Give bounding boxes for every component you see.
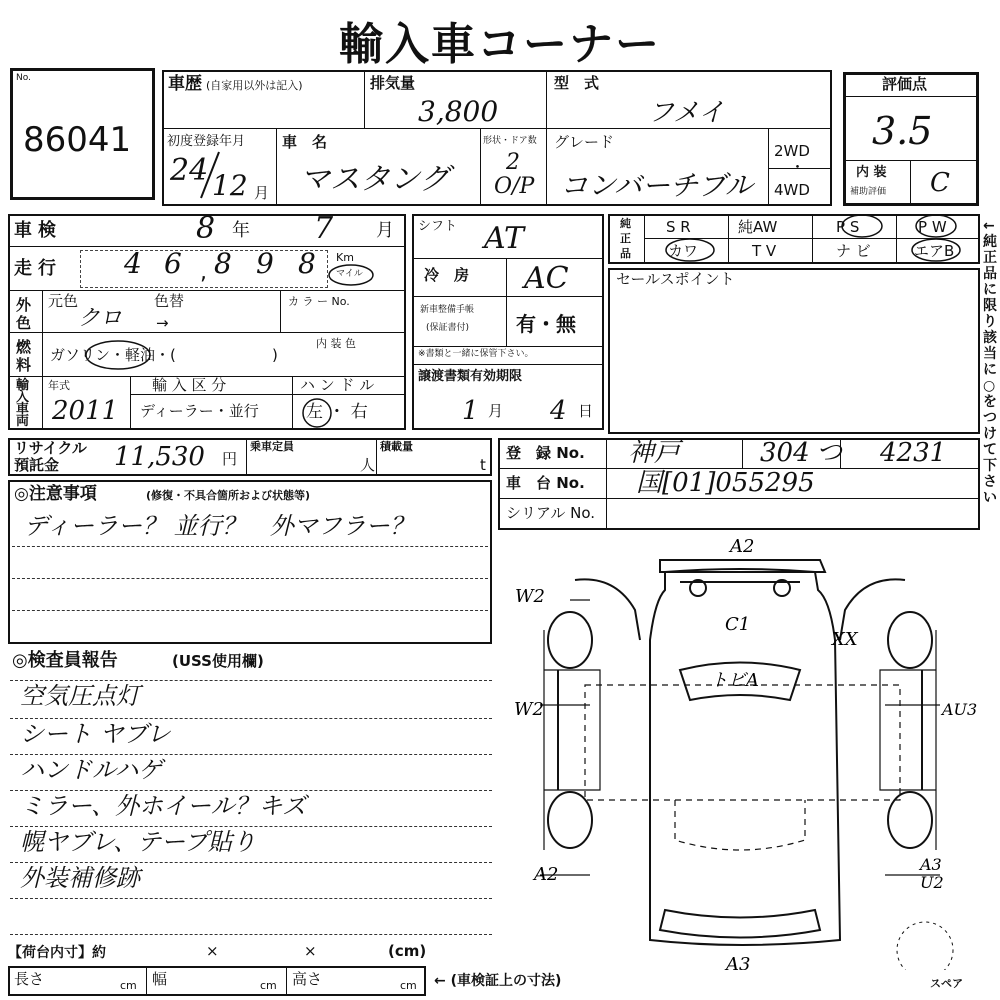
serial-label: シリアル No. <box>506 504 596 522</box>
car-name-value: マスタング <box>300 162 450 197</box>
mark-a2-top: A2 <box>730 536 755 557</box>
import-class-value: ディーラー・並行 <box>140 402 259 420</box>
cargo-x2: × <box>304 942 317 960</box>
cargo-length: 長さ <box>14 970 45 988</box>
inspection-year-unit: 年 <box>232 220 250 241</box>
lot-number-box <box>10 68 155 200</box>
first-reg-year: 24 <box>170 153 209 188</box>
maint-sub: (保証書付) <box>426 323 470 333</box>
recycle-unit: 円 <box>222 450 238 468</box>
shift-label: シフト <box>418 219 458 234</box>
load-unit: t <box>480 456 486 474</box>
equipment-side-label: 純正品 <box>620 217 631 260</box>
cargo-width-cm: cm <box>260 979 277 992</box>
recycle-label-1: リサイクル <box>14 439 87 457</box>
mark-u2: U2 <box>920 873 944 892</box>
equip-navi: ナ ビ <box>836 242 871 260</box>
cargo-length-cm: cm <box>120 979 137 992</box>
cargo-label: 【荷台内寸】約 <box>8 945 106 961</box>
mileage-dot: , <box>200 260 207 285</box>
first-reg-month: 12 <box>212 169 248 202</box>
mark-a3-side: A3 <box>920 855 942 874</box>
aircon-label: 冷 房 <box>424 266 470 284</box>
mark-a3-bottom: A3 <box>726 954 751 970</box>
import-year-value: 2011 <box>52 396 119 426</box>
notes-label: ◎注意事項 <box>14 484 97 504</box>
chassis-label: 車 台 No. <box>506 474 585 492</box>
equip-aw: 純AW <box>738 218 778 236</box>
equip-sr: S R <box>666 218 691 236</box>
recycle-value: 11,530 <box>114 442 205 472</box>
rating-label: 評価点 <box>882 75 928 93</box>
equipment-note: ←純正品に限り該当に○をつけて下さい <box>983 218 997 506</box>
mark-w2-side: W2 <box>514 699 544 720</box>
cargo-dims-box <box>8 966 426 996</box>
docs-expiry-month: 1 <box>462 396 479 426</box>
interior-sub: 補助評価 <box>850 187 887 197</box>
handle-label: ハ ン ド ル <box>300 376 375 394</box>
chassis-value: 国[01]055295 <box>636 468 815 498</box>
shape-label: 形状・ドア数 <box>483 136 537 146</box>
capacity-label: 乗車定員 <box>250 440 294 453</box>
report-line: ハンドルハゲ <box>20 756 163 784</box>
handle-value: 左 ・ 右 <box>306 402 368 422</box>
color-side-label: 外色 <box>16 296 32 332</box>
fuel-gasoline-circle <box>82 338 154 372</box>
notes-box <box>8 480 492 644</box>
equip-ps: P S <box>836 218 860 236</box>
notes-line: ディーラー？ 並行？ 外マフラー？ <box>24 512 414 540</box>
report-line: 外装補修跡 <box>20 864 140 892</box>
interior-value: C <box>930 168 950 198</box>
shape-body: O/P <box>494 174 535 199</box>
registration-number: 4231 <box>880 438 947 468</box>
mark-c1: C1 <box>725 614 751 635</box>
fuel-side-label: 燃料 <box>16 338 32 374</box>
model-value: フメイ <box>648 98 725 128</box>
mileage-digit: 6 <box>164 247 182 280</box>
cargo-x1: × <box>206 942 219 960</box>
first-reg-month-unit: 月 <box>254 184 270 202</box>
cargo-unit: (cm) <box>388 942 427 960</box>
registration-class: 304 <box>760 438 810 468</box>
grade-value: コンバーチブル <box>560 169 753 202</box>
drive-4wd: 4WD <box>774 181 810 199</box>
mark-tobi-a: トビA <box>710 670 759 691</box>
mile-circle <box>326 262 376 288</box>
maint-note: ※書類と一緒に保管下さい。 <box>418 349 534 359</box>
report-sub: (USS使用欄) <box>172 652 264 670</box>
mark-w2-top: W2 <box>515 586 545 607</box>
report-line: 空気圧点灯 <box>20 682 140 710</box>
inspection-label: 車検 <box>14 220 62 241</box>
notes-sub: (修復・不具合箇所および状態等) <box>146 489 311 502</box>
report-line: ミラー、外ホイール？キズ <box>20 792 307 820</box>
report-line: 幌ヤブレ、テープ貼り <box>20 828 256 856</box>
report-line: シート ヤブレ <box>20 720 171 748</box>
mileage-label: 走行 <box>14 258 62 279</box>
maint-value: 有・無 <box>516 312 576 336</box>
grade-label: グレード <box>554 133 615 151</box>
fuel-value: ガソリン・軽油・( <box>50 346 176 364</box>
lot-corner-mark: No. <box>16 73 31 83</box>
mileage-km: Km <box>336 251 354 264</box>
drive-2wd: 2WD <box>774 142 810 160</box>
car-damage-diagram <box>500 530 980 970</box>
fuel-close: ) <box>272 346 278 364</box>
docs-expiry-day-unit: 日 <box>578 402 594 420</box>
mark-xx: XX <box>832 629 858 650</box>
docs-expiry-label: 譲渡書類有効期限 <box>418 369 523 384</box>
interior-color-label: 内 装 色 <box>316 337 356 350</box>
mark-a2-side: A2 <box>534 864 559 885</box>
mileage-digit: 9 <box>256 247 274 280</box>
report-label: ◎検査員報告 <box>12 650 118 671</box>
rating-value: 3.5 <box>872 109 933 153</box>
shift-value: AT <box>484 221 525 256</box>
spare-label: スペア <box>930 977 963 990</box>
cargo-height: 高さ <box>292 970 323 988</box>
color-arrow: → <box>156 314 169 332</box>
recycle-label-2: 預託金 <box>14 456 60 474</box>
sales-point-label: セールスポイント <box>616 270 735 288</box>
equip-pw: P W <box>918 218 947 236</box>
lot-number: 86041 <box>23 120 132 160</box>
mark-au3: AU3 <box>942 700 978 719</box>
history-label: 車歴 <box>168 74 202 94</box>
aircon-value: AC <box>524 261 569 296</box>
mileage-digit: 4 <box>124 247 142 280</box>
inspection-year: 8 <box>196 211 216 246</box>
interior-label: 内 装 <box>856 165 887 180</box>
sales-point-box <box>608 268 980 434</box>
shape-doors: 2 <box>506 150 520 175</box>
cargo-height-cm: cm <box>400 979 417 992</box>
registration-kana: つ <box>816 438 843 468</box>
page-title: 輸入車コーナー <box>339 19 661 70</box>
mileage-mile: マイル <box>336 269 363 279</box>
import-side-label: 輸入車両 <box>16 378 30 429</box>
load-label: 積載量 <box>380 440 413 453</box>
first-reg-slash <box>195 150 225 200</box>
mileage-digit: 8 <box>298 247 316 280</box>
docs-expiry-month-unit: 月 <box>488 402 504 420</box>
inspection-month-unit: 月 <box>376 220 394 241</box>
handle-left-circle <box>300 396 334 430</box>
first-reg-label: 初度登録年月 <box>167 134 246 149</box>
drive-sep: ・ <box>790 158 806 176</box>
docs-expiry-day: 4 <box>550 396 567 426</box>
color-change-label: 色替 <box>154 292 185 310</box>
cargo-width: 幅 <box>152 970 168 988</box>
import-class-label: 輸 入 区 分 <box>152 376 227 394</box>
model-label: 型 式 <box>554 74 600 92</box>
displacement-value: 3,800 <box>418 95 499 128</box>
equip-circles <box>640 210 980 270</box>
cargo-note: ← (車検証上の寸法) <box>434 973 562 989</box>
equip-airbag: エアB <box>914 242 955 260</box>
maint-label: 新車整備手帳 <box>420 305 475 315</box>
registration-area: 神戸 <box>628 438 681 468</box>
inspection-month: 7 <box>314 211 334 246</box>
history-note: (自家用以外は記入) <box>206 79 303 92</box>
equip-tv: T V <box>752 242 777 260</box>
car-name-label: 車 名 <box>282 133 328 151</box>
displacement-label: 排気量 <box>370 74 416 92</box>
registration-label: 登 録 No. <box>506 444 585 462</box>
import-year-label: 年式 <box>48 379 70 392</box>
mileage-digit: 8 <box>214 247 232 280</box>
original-color-value: クロ <box>78 306 123 331</box>
color-code-label: カ ラ ー No. <box>288 295 350 308</box>
original-color-label: 元色 <box>48 292 79 310</box>
equip-leather: カワ <box>668 242 699 260</box>
capacity-unit: 人 <box>360 456 376 474</box>
